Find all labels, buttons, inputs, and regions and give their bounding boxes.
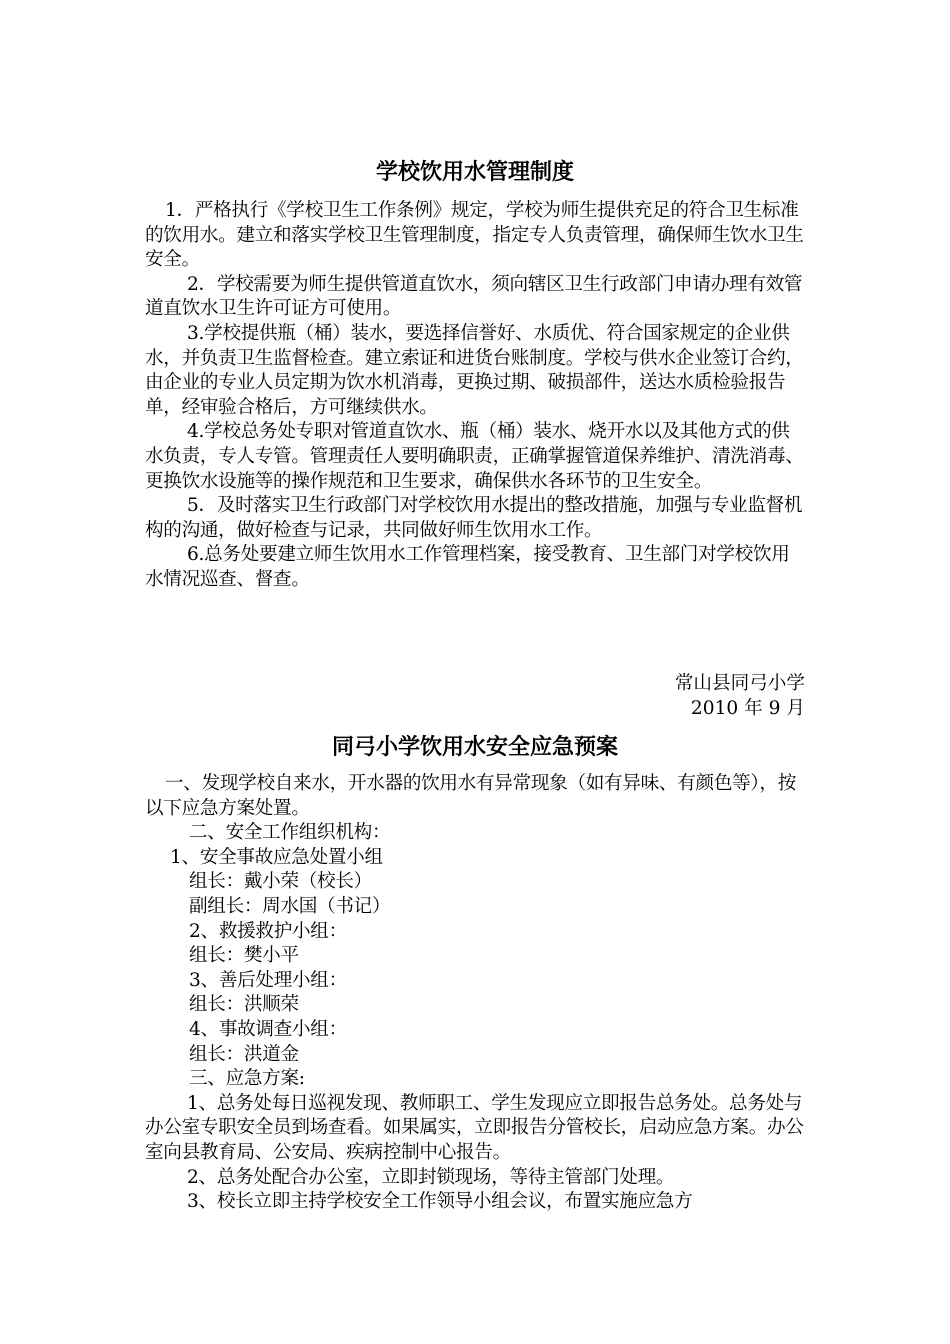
doc2-group1-heading: 1、安全事故应急处置小组 [170,846,383,868]
doc2-title: 同弓小学饮用水安全应急预案 [331,735,618,760]
doc1-body [145,199,807,593]
doc2-plan-2: 2、总务处配合办公室，立即封锁现场，等待主管部门处理。 [187,1166,675,1188]
doc2-group3-leader: 组长：洪顺荣 [189,994,299,1016]
doc1-paragraph-6: 6.总务处要建立师生饮用水工作管理档案，接受教育、卫生部门对学校饮用水情况巡查、督查。 [145,544,790,590]
doc1-paragraph-5: 5．及时落实卫生行政部门对学校饮用水提出的整改措施，加强与专业监督机构的沟通，做好检查与记录，共同做好师生饮用水工作。 [145,495,803,541]
doc2-section3-heading: 三、应急方案: [189,1068,305,1090]
doc1-paragraph-3: 3.学校提供瓶（桶）装水，要选择信誉好、水质优、符合国家规定的企业供水，并负责卫生监督检查。建立索证和进货台账制度。学校与供水企业签订合约，由企业的专业人员定期为饮水机消毒，更换过期、破损部件，送达水质检验报告单，经审验合格后，方可继续供水。 [145,322,804,418]
doc2-group2-heading: 2、救援救护小组： [189,920,347,942]
doc2-group1-deputy: 副组长：周水国（书记） [189,895,391,917]
doc2-group1-leader: 组长：戴小荣（校长） [189,871,372,893]
doc2-intro: 一、发现学校自来水，开水器的饮用水有异常现象（如有异味、有颜色等），按以下应急方案处置。 [145,773,796,819]
doc1-paragraph-4: 4.学校总务处专职对管道直饮水、瓶（桶）装水、烧开水以及其他方式的供水负责，专人专管。管理责任人要明确职责，正确掌握管道保养维护、清洗消毒、更换饮水设施等的操作规范和卫生要求，确保供水各环节的卫生安全。 [145,421,804,492]
doc1-title: 学校饮用水管理制度 [375,160,574,185]
doc2-section2-heading: 二、安全工作组织机构： [189,822,391,844]
signature-date: 2010 年 9 月 [690,698,805,719]
doc2-group4-leader: 组长：洪道金 [189,1043,299,1065]
doc1-paragraph-1: 1．严格执行《学校卫生工作条例》规定，学校为师生提供充足的符合卫生标准的饮用水。建立和落实学校卫生管理制度，指定专人负责管理，确保师生饮水卫生安全。 [145,200,804,271]
signature-org: 常山县同弓小学 [674,673,805,694]
doc2-plan-1: 1、总务处每日巡视发现、教师职工、学生发现应立即报告总务处。总务处与办公室专职安全员到场查看。如果属实，立即报告分管校长，启动应急方案。办公室向县教育局、公安局、疾病控制中心报告。 [145,1092,804,1163]
doc1-paragraph-2: 2．学校需要为师生提供管道直饮水，须向辖区卫生行政部门申请办理有效管道直饮水卫生许可证方可使用。 [145,273,803,320]
doc2-group3-heading: 3、善后处理小组： [189,969,347,991]
doc2-plan-3: 3、校长立即主持学校安全工作领导小组会议，布置实施应急方 [187,1191,693,1213]
doc2-group2-leader: 组长：樊小平 [189,945,299,967]
doc2-group4-heading: 4、事故调查小组： [189,1018,347,1040]
doc2-body [145,772,807,1215]
